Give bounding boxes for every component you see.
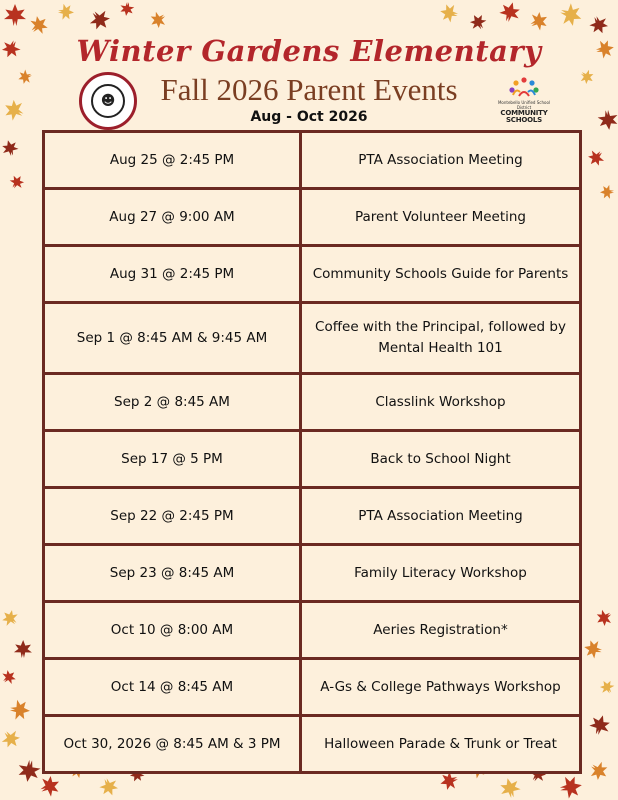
maple-leaf-icon	[498, 776, 522, 800]
event-date: Sep 17 @ 5 PM	[44, 431, 301, 488]
maple-leaf-icon	[557, 1, 585, 29]
table-row	[44, 602, 581, 659]
event-name: Community Schools Guide for Parents	[301, 246, 581, 303]
maple-leaf-icon	[0, 726, 24, 751]
event-name: A-Gs & College Pathways Workshop	[301, 659, 581, 716]
table-row	[44, 716, 581, 773]
maple-leaf-icon	[37, 773, 64, 800]
maple-leaf-icon	[9, 699, 31, 721]
maple-leaf-icon	[119, 1, 135, 17]
maple-leaf-icon	[0, 138, 20, 158]
maple-leaf-icon	[600, 185, 615, 200]
event-name: Aeries Registration*	[301, 602, 581, 659]
table-row	[44, 374, 581, 431]
maple-leaf-icon	[558, 774, 583, 799]
maple-leaf-icon	[527, 9, 551, 33]
event-name: Classlink Workshop	[301, 374, 581, 431]
event-date: Oct 14 @ 8:45 AM	[44, 659, 301, 716]
event-name: Halloween Parade & Trunk or Treat	[301, 716, 581, 773]
event-date: Sep 1 @ 8:45 AM & 9:45 AM	[44, 303, 301, 374]
table-row	[44, 488, 581, 545]
table-row	[44, 545, 581, 602]
district-label: Montebello Unified School District	[497, 100, 551, 110]
maple-leaf-icon	[0, 607, 21, 630]
event-date: Aug 25 @ 2:45 PM	[44, 132, 301, 189]
event-name: Family Literacy Workshop	[301, 545, 581, 602]
event-date: Oct 30, 2026 @ 8:45 AM & 3 PM	[44, 716, 301, 773]
maple-leaf-icon	[498, 0, 523, 24]
maple-leaf-icon	[7, 172, 26, 191]
events-table	[42, 130, 582, 774]
event-name: Parent Volunteer Meeting	[301, 189, 581, 246]
maple-leaf-icon	[438, 2, 459, 23]
maple-leaf-icon	[86, 6, 114, 34]
event-date: Sep 22 @ 2:45 PM	[44, 488, 301, 545]
maple-leaf-icon	[585, 147, 608, 170]
event-name: PTA Association Meeting	[301, 132, 581, 189]
page-subtitle: Fall 2026 Parent Events	[160, 72, 458, 107]
maple-leaf-icon	[593, 607, 615, 629]
event-date: Sep 2 @ 8:45 AM	[44, 374, 301, 431]
maple-leaf-icon	[467, 11, 489, 33]
maple-leaf-icon	[4, 4, 26, 26]
maple-leaf-icon	[14, 640, 32, 658]
table-row	[44, 132, 581, 189]
event-name: PTA Association Meeting	[301, 488, 581, 545]
event-name: Back to School Night	[301, 431, 581, 488]
tiger-emblem-icon: ☻	[91, 84, 125, 118]
page-title: Winter Gardens Elementary	[76, 34, 542, 68]
table-row	[44, 246, 581, 303]
date-range: Aug - Oct 2026	[250, 109, 368, 125]
maple-leaf-icon	[597, 677, 616, 696]
maple-leaf-icon	[147, 9, 169, 31]
table-row	[44, 431, 581, 488]
maple-leaf-icon	[97, 775, 120, 798]
event-date: Oct 10 @ 8:00 AM	[44, 602, 301, 659]
event-date: Aug 27 @ 9:00 AM	[44, 189, 301, 246]
maple-leaf-icon	[582, 638, 604, 660]
maple-leaf-icon	[586, 758, 611, 783]
table-row	[44, 303, 581, 374]
event-date: Aug 31 @ 2:45 PM	[44, 246, 301, 303]
community-schools-label: COMMUNITY SCHOOLS	[500, 109, 548, 124]
table-row	[44, 659, 581, 716]
event-date: Sep 23 @ 8:45 AM	[44, 545, 301, 602]
event-name: Coffee with the Principal, followed by Mental Health 101	[301, 303, 581, 374]
maple-leaf-icon	[588, 713, 613, 738]
maple-leaf-icon	[0, 667, 19, 687]
maple-leaf-icon	[57, 3, 74, 20]
table-row	[44, 189, 581, 246]
